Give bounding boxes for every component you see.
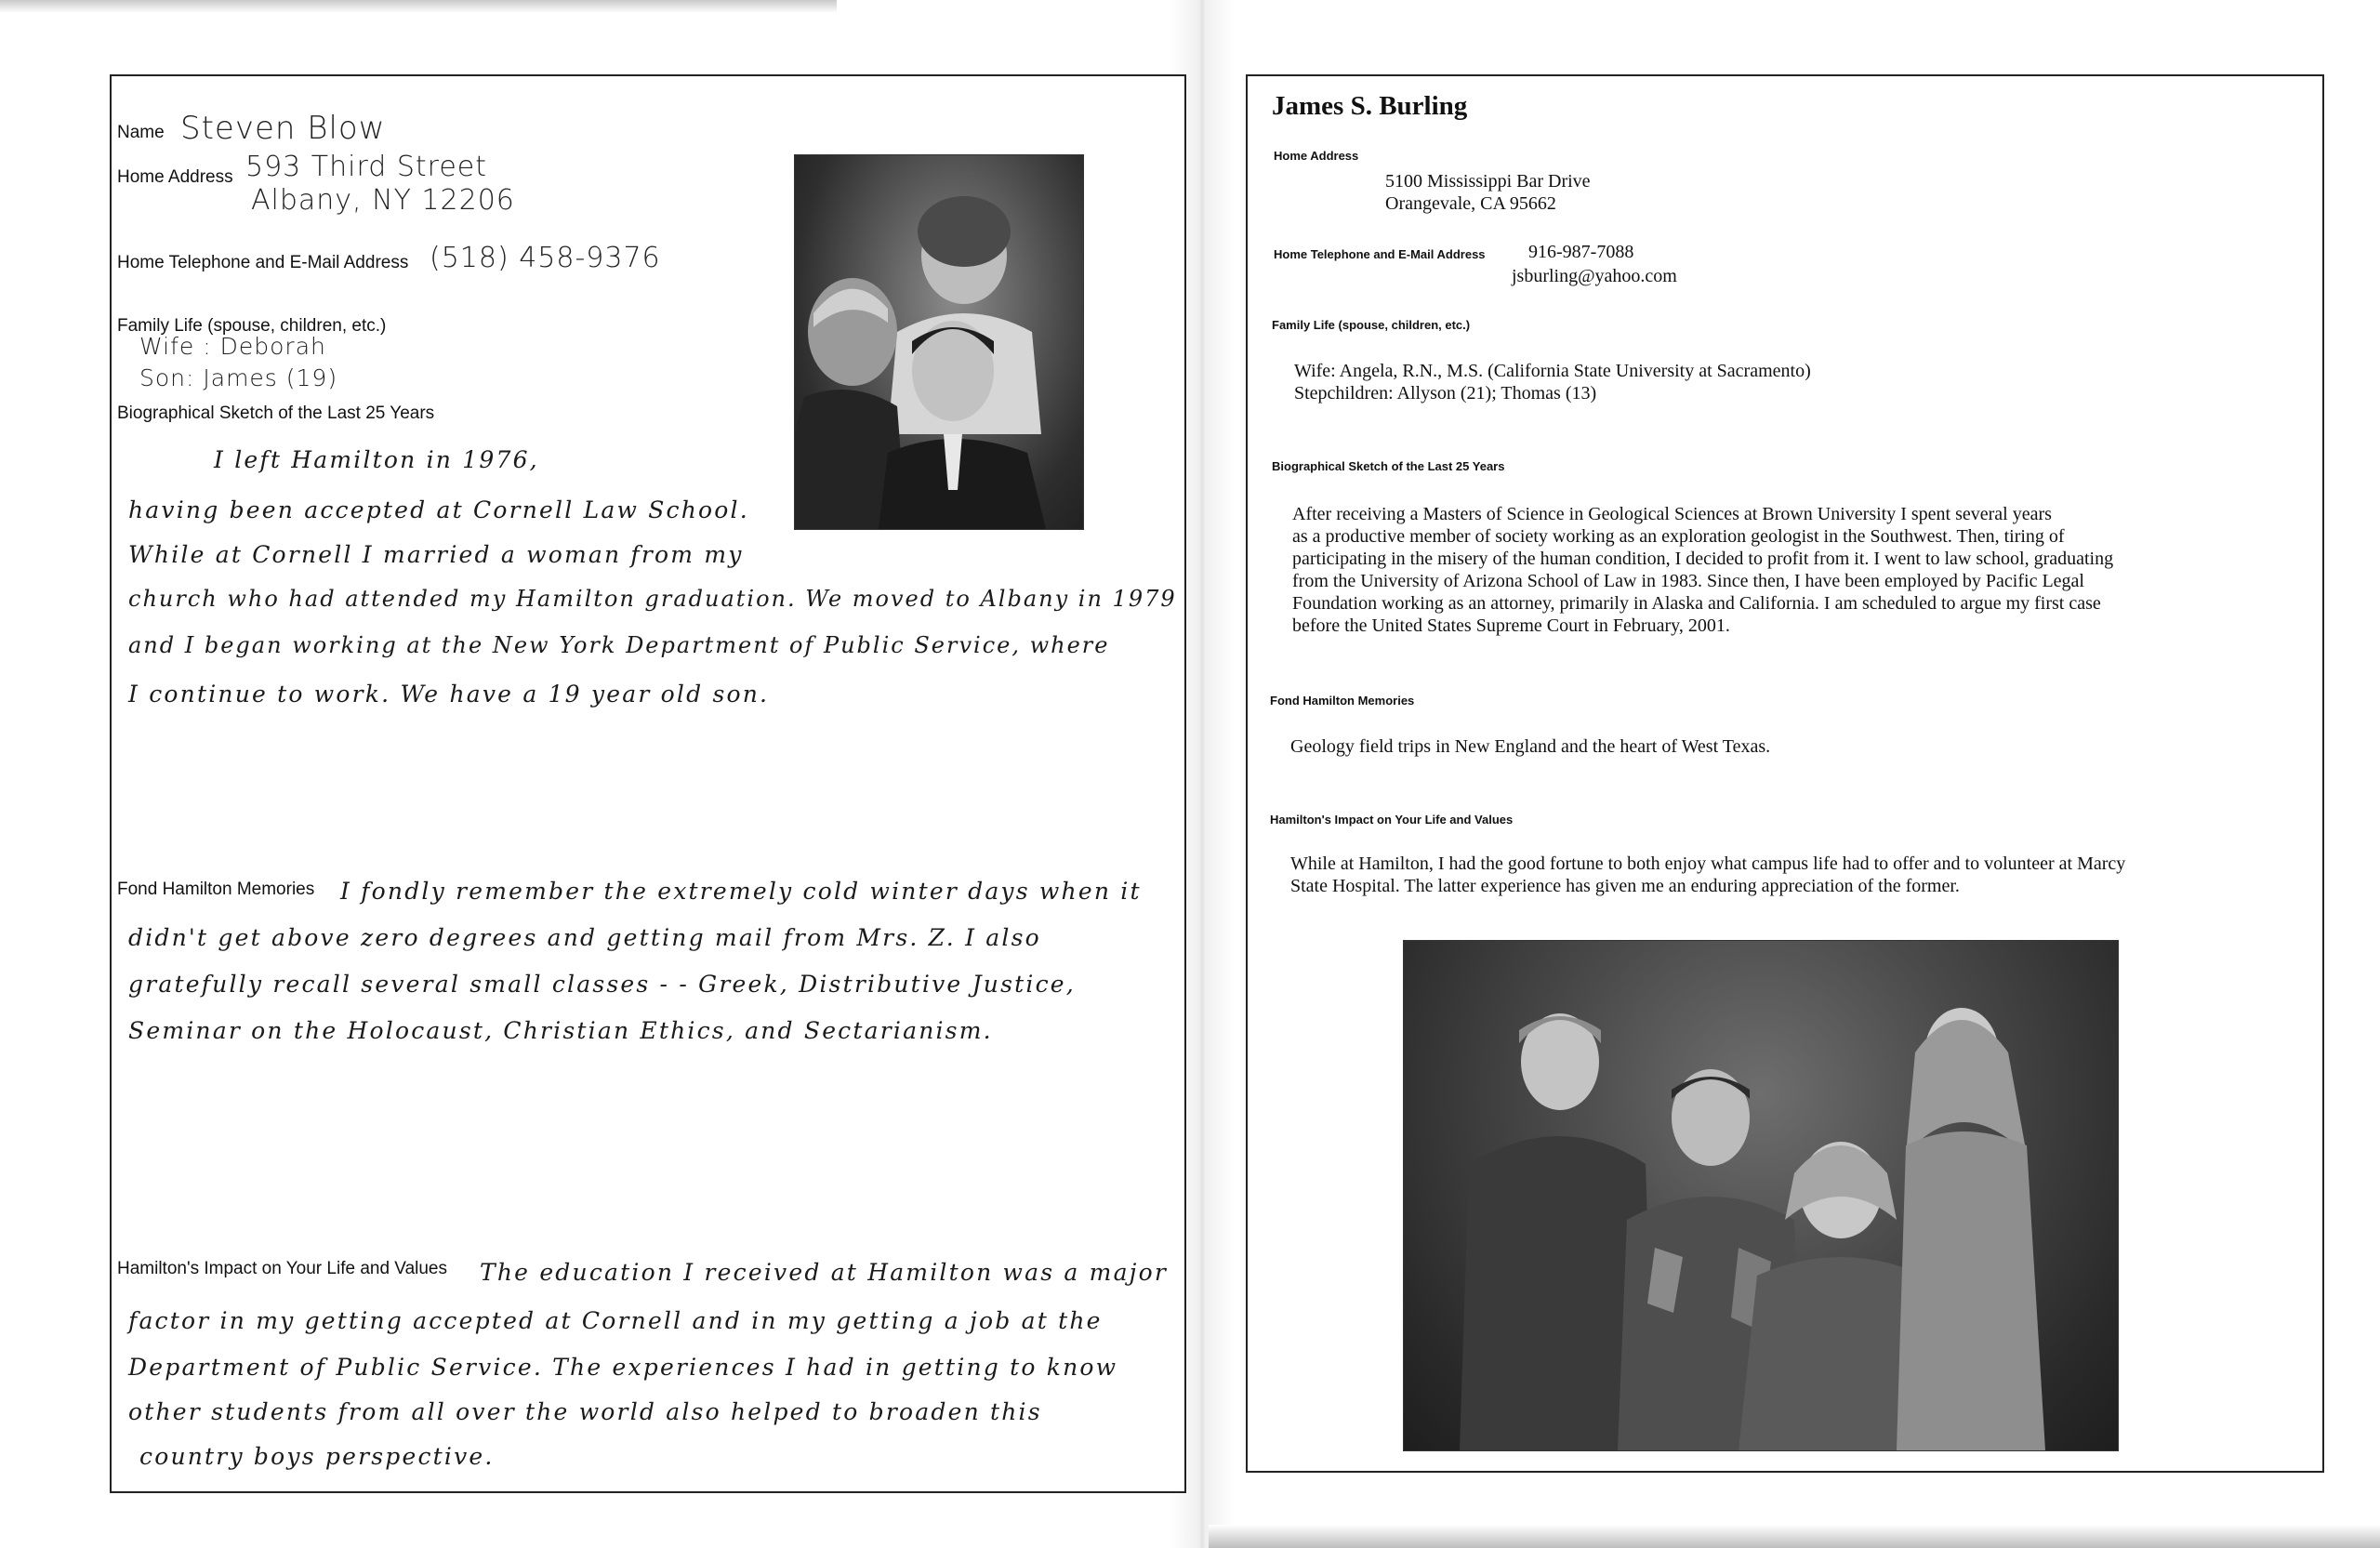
- phone-value: 916-987-7088: [1528, 242, 1634, 262]
- bio-line-2: as a productive member of society working as an exploration geologist in the Southwest. Then, tiring of: [1292, 526, 2065, 547]
- family-label: Family Life (spouse, children, etc.): [117, 316, 387, 336]
- bio-line-5: Foundation working as an attorney, primarily in Alaska and California. I am scheduled to argue my first case: [1292, 593, 2101, 614]
- home-address-label: Home Address: [1274, 149, 1359, 163]
- bio-line-5: and I began working at the New York Department of Public Service, where: [128, 632, 1110, 658]
- impact-line-2: factor in my getting accepted at Cornell and in my getting a job at the: [128, 1307, 1103, 1334]
- memories-line-4: Seminar on the Holocaust, Christian Ethics, and Sectarianism.: [128, 1017, 993, 1044]
- impact-line-4: other students from all over the world also helped to broaden this: [128, 1398, 1042, 1425]
- impact-line-3: Department of Public Service. The experiences I had in getting to know: [128, 1354, 1118, 1381]
- address-line-2: Orangevale, CA 95662: [1385, 193, 1556, 214]
- bio-line-4: from the University of Arizona School of Law in 1983. Since then, I have been employed by Pacific Legal: [1292, 571, 2084, 591]
- bio-line-6: I continue to work. We have a 19 year old son.: [128, 681, 770, 708]
- bio-line-1: After receiving a Masters of Science in Geological Sciences at Brown University I spent several years: [1292, 504, 2052, 524]
- address-line-1: 5100 Mississippi Bar Drive: [1385, 171, 1591, 192]
- family-label: Family Life (spouse, children, etc.): [1272, 318, 1471, 332]
- bio-line-3: While at Cornell I married a woman from my: [128, 541, 744, 568]
- bio-line-3: participating in the misery of the human condition, I decided to profit from it. I went to law school, graduating: [1292, 549, 2114, 569]
- phone-label: Home Telephone and E-Mail Address: [1274, 247, 1486, 261]
- phone-label: Home Telephone and E-Mail Address: [117, 253, 409, 272]
- memories-label: Fond Hamilton Memories: [117, 880, 315, 899]
- memories-line-3: gratefully recall several small classes - - Greek, Distributive Justice,: [128, 971, 1076, 998]
- name-label: Name: [117, 123, 165, 142]
- memories-text: Geology field trips in New England and the heart of West Texas.: [1290, 736, 1771, 757]
- left-profile-page: [110, 74, 1186, 1493]
- memories-line-1: I fondly remember the extremely cold winter days when it: [340, 878, 1142, 905]
- right-profile-page: [1246, 74, 2324, 1473]
- phone-value: (518) 458-9376: [430, 242, 661, 274]
- address-line-1: 593 Third Street: [245, 151, 488, 183]
- bio-line-1: I left Hamilton in 1976,: [214, 446, 539, 473]
- impact-line-1: While at Hamilton, I had the good fortune to both enjoy what campus life had to offer and to volunteer at Marcy: [1290, 853, 2126, 874]
- bio-line-6: before the United States Supreme Court in February, 2001.: [1292, 615, 1730, 636]
- family-photo-left: [794, 154, 1084, 530]
- impact-label: Hamilton's Impact on Your Life and Values: [117, 1259, 447, 1278]
- impact-label: Hamilton's Impact on Your Life and Values: [1270, 813, 1514, 827]
- impact-line-5: country boys perspective.: [139, 1443, 495, 1470]
- impact-line-1: The education I received at Hamilton was a major: [480, 1259, 1169, 1286]
- bio-line-4: church who had attended my Hamilton graduation. We moved to Albany in 1979: [128, 586, 1177, 612]
- family-photo-right: [1403, 940, 2119, 1451]
- home-address-label: Home Address: [117, 167, 233, 187]
- family-line-2: Son: James (19): [139, 364, 338, 391]
- memories-line-2: didn't get above zero degrees and getting mail from Mrs. Z. I also: [128, 924, 1041, 951]
- impact-line-2: State Hospital. The latter experience has given me an enduring appreciation of the former.: [1290, 876, 1960, 896]
- bio-label: Biographical Sketch of the Last 25 Years: [117, 404, 435, 423]
- email-value: jsburling@yahoo.com: [1512, 266, 1677, 286]
- page-edge-shadow-top: [0, 0, 837, 13]
- address-line-2: Albany, NY 12206: [251, 184, 515, 217]
- family-line-1: Wife: Angela, R.N., M.S. (California State University at Sacramento): [1294, 361, 1811, 381]
- profile-name: James S. Burling: [1272, 91, 1468, 121]
- page-edge-shadow-bottom: [1209, 1525, 2380, 1548]
- bio-label: Biographical Sketch of the Last 25 Years: [1272, 459, 1505, 473]
- name-value: Steven Blow: [180, 110, 386, 147]
- family-line-2: Stepchildren: Allyson (21); Thomas (13): [1294, 383, 1597, 404]
- family-line-1: Wife : Deborah: [139, 333, 326, 360]
- bio-line-2: having been accepted at Cornell Law School.: [128, 496, 749, 523]
- memories-label: Fond Hamilton Memories: [1270, 694, 1415, 708]
